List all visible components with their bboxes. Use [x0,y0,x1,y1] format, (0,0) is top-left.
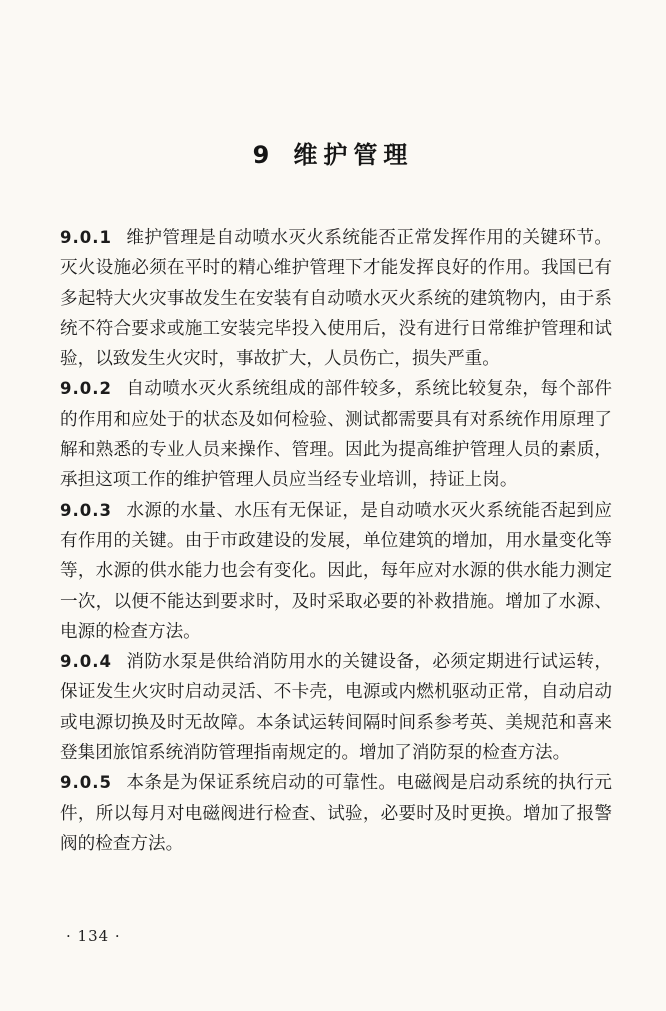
clause-paragraph [60,768,612,859]
clause-number: 9.0.2 [60,379,112,399]
clause-paragraph [60,647,612,768]
clause-paragraph [60,496,612,647]
chapter-number: 9 [252,141,276,169]
clause-number: 9.0.3 [60,500,112,520]
clause-text: 本条是为保证系统启动的可靠性。电磁阀是启动系统的执行元件，所以每月对电磁阀进行检查、试验，必要时及时更换。增加了报警阀的检查方法。 [60,773,612,854]
clause-paragraph [60,374,612,495]
clause-text: 自动喷水灭火系统组成的部件较多，系统比较复杂，每个部件的作用和应处于的状态及如何检验、测试都需要具有对系统作用原理了解和熟悉的专业人员来操作、管理。因此为提高维护管理人员的素质，承担这项工作的维护管理人员应当经专业培训，持证上岗。 [60,379,612,491]
clause-number: 9.0.4 [60,652,112,672]
clause-paragraph [60,223,612,374]
chapter-title [0,135,666,170]
clause-text: 维护管理是自动喷水灭火系统能否正常发挥作用的关键环节。灭火设施必须在平时的精心维护管理下才能发挥良好的作用。我国已有多起特大火灾事故发生在安装有自动喷水灭火系统的建筑物内，由于系统不符合要求或施工安装完毕投入使用后，没有进行日常维护管理和试验，以致发生火灾时，事故扩大，人员伤亡，损失严重。 [60,228,612,370]
page-number: · 134 · [66,927,121,945]
clause-number: 9.0.5 [60,773,112,793]
clause-number: 9.0.1 [60,228,112,247]
clause-list [60,223,612,859]
clause-text: 消防水泵是供给消防用水的关键设备，必须定期进行试运转，保证发生火灾时启动灵活、不卡壳，电源或内燃机驱动正常，自动启动或电源切换及时无故障。本条试运转间隔时间系参考英、美规范和喜来登集团旅馆系统消防管理指南规定的。增加了消防泵的检查方法。 [60,652,612,764]
chapter-title-text: 维护管理 [293,141,414,169]
clause-text: 水源的水量、水压有无保证，是自动喷水灭火系统能否起到应有作用的关键。由于市政建设的发展，单位建筑的增加，用水量变化等等，水源的供水能力也会有变化。因此，每年应对水源的供水能力测定一次，以便不能达到要求时，及时采取必要的补救措施。增加了水源、电源的检查方法。 [60,500,612,642]
